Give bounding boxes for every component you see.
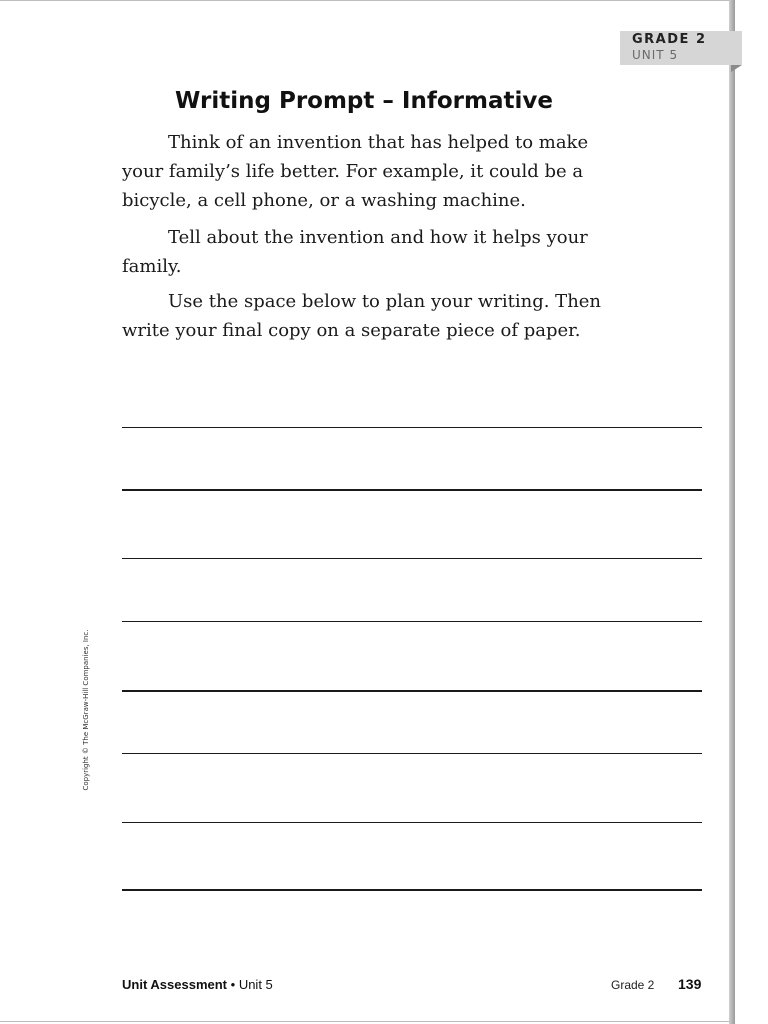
footer-assessment-label: Unit Assessment [122,977,227,992]
prompt-paragraph-1 [122,128,622,215]
copyright-notice: Copyright © The McGraw-Hill Companies, Inc. [82,629,90,791]
prompt-paragraph-2-text: Tell about the invention and how it helps your family. [122,227,588,277]
prompt-paragraph-2 [122,223,622,281]
writing-line[interactable] [122,690,702,692]
writing-line[interactable] [122,621,702,622]
prompt-paragraph-3 [122,287,622,345]
page-title: Writing Prompt – Informative [175,88,553,114]
unit-label: UNIT 5 [632,48,679,62]
writing-line[interactable] [122,558,702,559]
prompt-paragraph-1-text: Think of an invention that has helped to make your family’s life better. For example, it could be a bicycle, a cell phone, or a washing machine. [122,132,589,211]
page-bottom-border [0,1021,734,1022]
grade-label: GRADE 2 [632,32,707,47]
footer-unit-label: Unit 5 [238,977,273,992]
prompt-paragraph-3-text: Use the space below to plan your writing. Then write your final copy on a separate piece of paper. [122,291,602,341]
page-top-border [0,0,734,1]
writing-line[interactable] [122,489,702,491]
footer-assessment [122,977,273,992]
footer-grade: Grade 2 [611,978,655,992]
writing-line[interactable] [122,889,702,891]
grade-tab-fold [731,65,742,72]
page-number: 139 [678,976,702,992]
writing-line[interactable] [122,427,702,428]
page-edge-shadow [729,0,735,1024]
footer-separator: • [230,977,236,992]
writing-line[interactable] [122,753,702,754]
writing-line[interactable] [122,822,702,823]
